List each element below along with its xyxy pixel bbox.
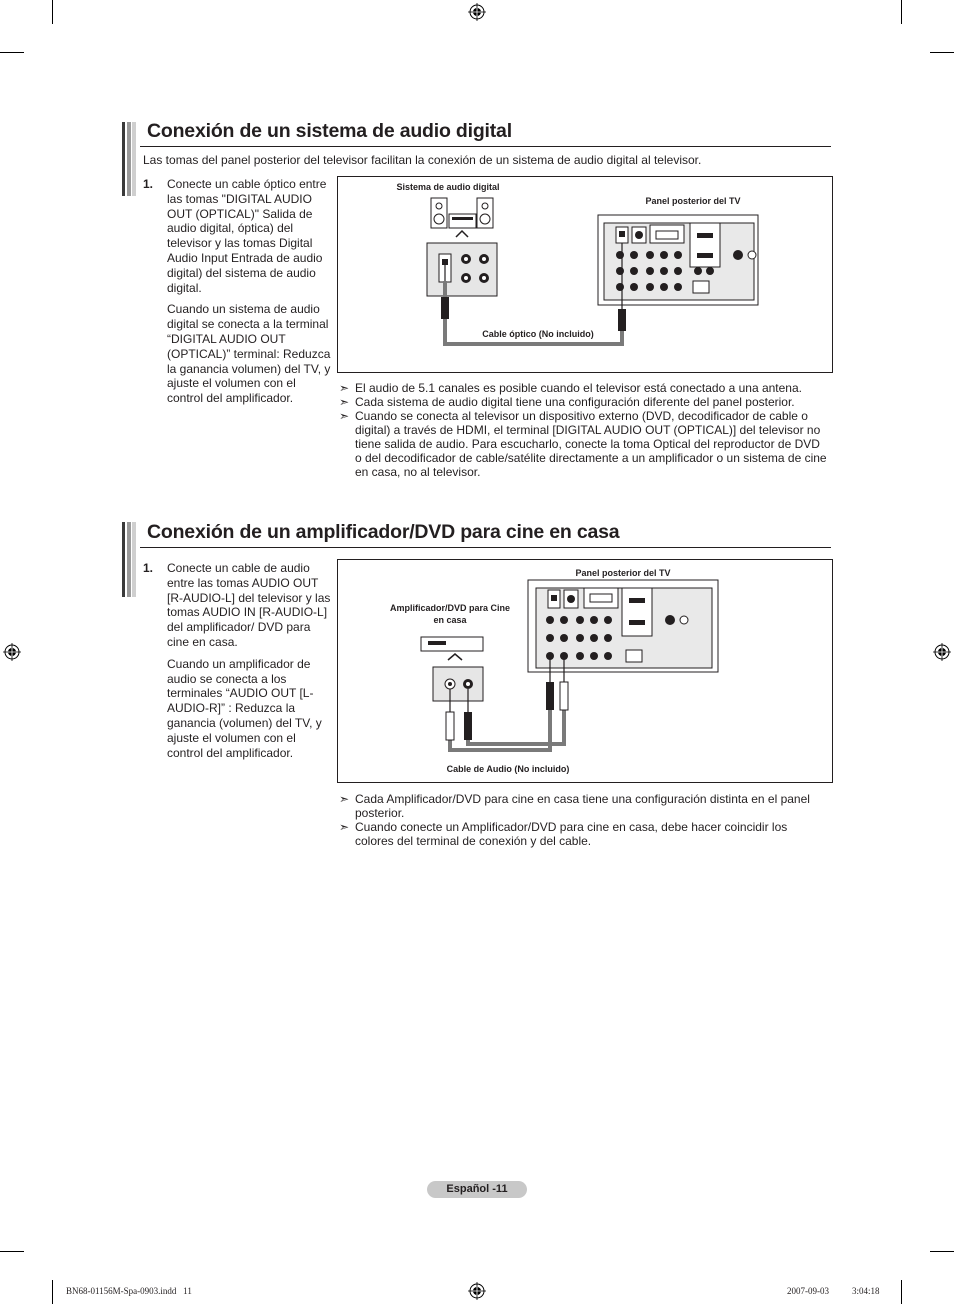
step-number: 1. xyxy=(143,561,154,575)
diagram-label-device: Amplificador/DVD para Cine en casa xyxy=(389,603,511,625)
notes-list xyxy=(339,792,829,848)
diagram-label-panel: Panel posterior del TV xyxy=(575,568,671,578)
registration-mark-icon xyxy=(933,643,951,661)
note-arrow-icon: ➣ xyxy=(339,409,350,423)
note-item: ➣ Cada sistema de audio digital tiene una configuración diferente del panel posterior. xyxy=(339,395,795,409)
diagram-label-cable: Cable de Audio (No incluido) xyxy=(446,764,570,774)
crop-mark xyxy=(0,1251,24,1252)
section-rule xyxy=(140,146,831,147)
page-number-badge: Español -11 xyxy=(427,1181,527,1198)
audio-connection-illustration xyxy=(338,560,832,782)
diagram-audio-connection xyxy=(337,559,833,783)
registration-mark-icon xyxy=(3,643,21,661)
section-marker-bar xyxy=(122,522,136,597)
step-paragraph: Conecte un cable óptico entre las tomas "DIGITAL AUDIO OUT (OPTICAL)" Salida de audio digital, óptica) del televisor y las tomas Digital Audio Input Entrada de audio digital) del sistema de audio digital. xyxy=(167,177,327,295)
step-paragraph: Conecte un cable de audio entre las tomas AUDIO OUT [R-AUDIO-L] del televisor y las tomas AUDIO IN [R-AUDIO-L] del amplificador/ DVD para cine en casa. xyxy=(167,561,331,649)
crop-mark xyxy=(52,1280,53,1304)
registration-mark-icon xyxy=(468,1282,486,1300)
section-title: Conexión de un sistema de audio digital xyxy=(147,120,512,142)
crop-mark xyxy=(901,1280,902,1304)
note-arrow-icon: ➣ xyxy=(339,381,350,395)
footer-file-info: BN68-01156M-Spa-0903.indd 11 xyxy=(66,1286,192,1296)
optical-connection-illustration xyxy=(338,177,832,372)
diagram-label-cable: Cable óptico (No incluido) xyxy=(482,329,594,339)
diagram-label-device: Sistema de audio digital xyxy=(396,182,500,192)
crop-mark xyxy=(0,52,24,53)
section-rule xyxy=(140,547,831,548)
diagram-optical-connection xyxy=(337,176,833,373)
diagram-label-panel: Panel posterior del TV xyxy=(645,196,741,206)
note-item: ➣ Cuando conecte un Amplificador/DVD para cine en casa, debe hacer coincidir los colores del terminal de conexión y del cable. xyxy=(339,820,788,848)
crop-mark xyxy=(930,52,954,53)
registration-mark-icon xyxy=(468,3,486,21)
section-title: Conexión de un amplificador/DVD para cine en casa xyxy=(147,521,620,543)
notes-list xyxy=(339,381,829,479)
step-number: 1. xyxy=(143,177,154,191)
note-item: ➣ Cuando se conecta al televisor un dispositivo externo (DVD, decodificador de cable o digital) a través de HDMI, el terminal [DIGITAL AUDIO OUT (OPTICAL)] del televisor no tiene salida de audio. Para escucharlo, conecte la toma Optical del reproductor de DVD o del decodificador de cable/satélite directamente a un amplificador o un sistema de cine en casa, no al televisor. xyxy=(339,409,827,479)
section-marker-bar xyxy=(122,122,136,196)
crop-mark xyxy=(930,1251,954,1252)
step-paragraph: Cuando un sistema de audio digital se conecta a la terminal “DIGITAL AUDIO OUT (OPTICAL)” terminal: Reduzca la ganancia volumen) del TV, y ajuste el volumen con el control del amplificador. xyxy=(167,302,331,406)
crop-mark xyxy=(52,0,53,24)
note-item: ➣ El audio de 5.1 canales es posible cuando el televisor está conectado a una antena. xyxy=(339,381,802,395)
step-paragraph: Cuando un amplificador de audio se conecta a los terminales “AUDIO OUT [L-AUDIO-R]” : Reduzca la ganancia (volumen) del TV, y ajuste el volumen con el control del amplificador. xyxy=(167,656,322,760)
crop-mark xyxy=(901,0,902,24)
note-arrow-icon: ➣ xyxy=(339,792,350,806)
section-intro: Las tomas del panel posterior del televisor facilitan la conexión de un sistema de audio digital al televisor. xyxy=(143,153,702,167)
note-item: ➣ Cada Amplificador/DVD para cine en casa tiene una configuración distinta en el panel posterior. xyxy=(339,792,810,820)
footer-timestamp: 2007-09-03 ￿￿ 3:04:18 xyxy=(787,1286,880,1296)
note-arrow-icon: ➣ xyxy=(339,820,350,834)
note-arrow-icon: ➣ xyxy=(339,395,350,409)
